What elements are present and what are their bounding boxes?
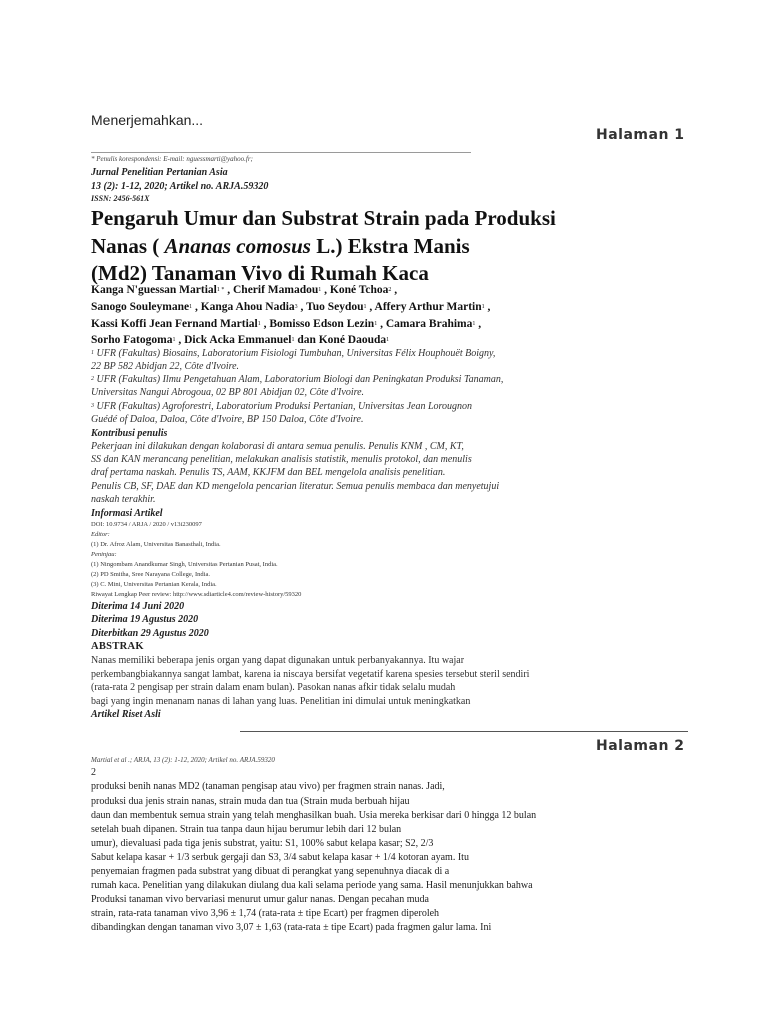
contributions-heading: Kontribusi penulis <box>91 428 168 439</box>
page-separator <box>240 731 688 732</box>
contributions-line: Penulis CB, SF, DAE dan KD mengelola pencarian literatur. Semua penulis membaca dan menyetujui <box>91 481 500 492</box>
body-line: dibandingkan dengan tanaman vivo 3,07 ± 1,63 (rata-rata ± tipe Ecart) pada fragmen galur lama. Ini <box>91 922 492 933</box>
authors-line-3: Kassi Koffi Jean Fernand Martial$^1$ , Bomisso Edson Lezin$^1$ , Camara Brahima$^1$ , <box>91 318 482 330</box>
authors-line-2: Sanogo Souleymane$^1$ , Kanga Ahou Nadia$^3$ , Tuo Seydou$^1$ , Affery Arthur Martin$^1$ , <box>91 301 491 313</box>
reviewer: (2) PD Smitha, Sree Narayana College, India. <box>91 571 210 578</box>
footnote-rule <box>91 152 471 153</box>
article-title-line-1: Pengaruh Umur dan Substrat Strain pada Produksi <box>91 206 556 230</box>
abstract-line: Nanas memiliki beberapa jenis organ yang dapat digunakan untuk perbanyakannya. Itu wajar <box>91 655 465 666</box>
review-history: Riwayat Lengkap Peer review: http://www.sdiarticle4.com/review-history/59320 <box>91 591 302 598</box>
citation: 13 (2): 1-12, 2020; Artikel no. ARJA.59320 <box>91 181 269 192</box>
article-type: Artikel Riset Asli <box>91 709 161 720</box>
reviewer-label: Peninjau: <box>91 551 117 558</box>
translating-status: Menerjemahkan... <box>91 112 204 128</box>
abstract-heading: ABSTRAK <box>91 641 144 652</box>
body-line: daun dan membentuk semua strain yang telah menghasilkan buah. Usia mereka berkisar dari 0 hingga 12 bulan <box>91 810 537 821</box>
reviewer: (1) Ningombam Anandkumar Singh, Universitas Pertanian Pusat, India. <box>91 561 278 568</box>
body-line: penyemaian fragmen pada substrat yang dibuat di perangkat yang sepenuhnya diacak di a <box>91 866 450 877</box>
contributions-line: SS dan KAN merancang penelitian, melakukan analisis statistik, menulis protokol, dan menulis <box>91 454 472 465</box>
body-line: setelah buah dipanen. Strain tua tanpa daun hijau berumur lebih dari 12 bulan <box>91 824 402 835</box>
abstract-line: perkembangbiakannya sangat lambat, karena ia niscaya bersifat vegetatif karena spesies tersebut steril sendiri <box>91 669 530 680</box>
doi: DOI: 10.9734 / ARJA / 2020 / v13i230097 <box>91 521 202 528</box>
affiliation-3-address: Guédé of Daloa, Daloa, Côte d'Ivoire, BP 150 Daloa, Côte d'Ivoire. <box>91 414 364 425</box>
body-line: Produksi tanaman vivo bervariasi menurut umur galur nanas. Dengan pecahan muda <box>91 894 429 905</box>
article-title-line-2: Nanas ( Ananas comosus L.) Ekstra Manis <box>91 234 470 258</box>
affiliation-2-address: Universitas Nangui Abrogoua, 02 BP 801 Abidjan 02, Côte d'Ivoire. <box>91 387 365 398</box>
affiliation-2: $^2$ UFR (Fakultas) Ilmu Pengetahuan Alam, Laboratorium Biologi dan Peningkatan Produksi Tanaman, <box>91 374 504 385</box>
journal-name: Jurnal Penelitian Pertanian Asia <box>91 167 228 178</box>
contributions-line: naskah terakhir. <box>91 494 156 505</box>
species-name: Ananas comosus <box>164 234 311 258</box>
body-line: Sabut kelapa kasar + 1/3 serbuk gergaji dan S3, 3/4 sabut kelapa kasar + 1/4 kotoran ayam. Itu <box>91 852 469 863</box>
contributions-line: Pekerjaan ini dilakukan dengan kolaborasi di antara semua penulis. Penulis KNM , CM, KT, <box>91 441 464 452</box>
abstract-line: bagi yang ingin menanam nanas di lahan yang luas. Penelitian ini dimulai untuk meningkatkan <box>91 696 471 707</box>
page-1-label: Halaman 1 <box>596 127 685 143</box>
contributions-line: draf pertama naskah. Penulis TS, AAM, KKJFM dan BEL mengelola analisis penelitian. <box>91 467 446 478</box>
body-line: umur), dievaluasi pada tiga jenis substrat, yaitu: S1, 100% sabut kelapa kasar; S2, 2/3 <box>91 838 434 849</box>
abstract-line: (rata-rata 2 pengisap per strain dalam enam bulan). Pasokan nanas afkir tidak selalu mudah <box>91 682 456 693</box>
correspondence-note: * Penulis korespondensi: E-mail: nguessmarti@yahoo.fr; <box>91 155 253 163</box>
body-line: rumah kaca. Penelitian yang dilakukan diulang dua kali selama periode yang sama. Hasil menunjukkan bahwa <box>91 880 533 891</box>
date-accepted: Diterima 19 Agustus 2020 <box>91 614 199 625</box>
affiliation-1-address: 22 BP 582 Abidjan 22, Côte d'Ivoire. <box>91 361 240 372</box>
issn: ISSN: 2456-561X <box>91 194 150 203</box>
date-published: Diterbitkan 29 Agustus 2020 <box>91 628 209 639</box>
body-line: strain, rata-rata tanaman vivo 3,96 ± 1,74 (rata-rata ± tipe Ecart) per fragmen diperoleh <box>91 908 440 919</box>
running-header: Martial et al .; ARJA, 13 (2): 1-12, 2020; Artikel no. ARJA.59320 <box>91 756 275 764</box>
article-title-line-3: (Md2) Tanaman Vivo di Rumah Kaca <box>91 261 429 285</box>
page-2-label: Halaman 2 <box>596 738 685 754</box>
body-line: produksi dua jenis strain nanas, strain muda dan tua (Strain muda berbuah hijau <box>91 796 410 807</box>
editor: (1) Dr. Afroz Alam, Universitas Banasthali, India. <box>91 541 221 548</box>
page-number: 2 <box>91 767 96 778</box>
reviewer: (3) C. Mini, Universitas Pertanian Kerala, India. <box>91 581 217 588</box>
affiliation-1: $^1$ UFR (Fakultas) Biosains, Laboratorium Fisiologi Tumbuhan, Universitas Félix Houphouët Boigny, <box>91 348 496 359</box>
editor-label: Editor: <box>91 531 110 538</box>
body-line: produksi benih nanas MD2 (tanaman pengisap atau vivo) per fragmen strain nanas. Jadi, <box>91 781 445 792</box>
affiliation-3: $^3$ UFR (Fakultas) Agroforestri, Laboratorium Produksi Pertanian, Universitas Jean Lorougnon <box>91 401 473 412</box>
date-received: Diterima 14 Juni 2020 <box>91 601 185 612</box>
authors-line-4: Sorho Fatogoma$^1$ , Dick Acka Emmanuel$^1$ dan Koné Daouda$^1$ <box>91 334 390 346</box>
article-info-heading: Informasi Artikel <box>91 508 163 519</box>
authors-line-1: Kanga N'guessan Martial$^{1 *}$ , Cherif Mamadou$^1$ , Koné Tchoa$^2$ , <box>91 284 398 296</box>
